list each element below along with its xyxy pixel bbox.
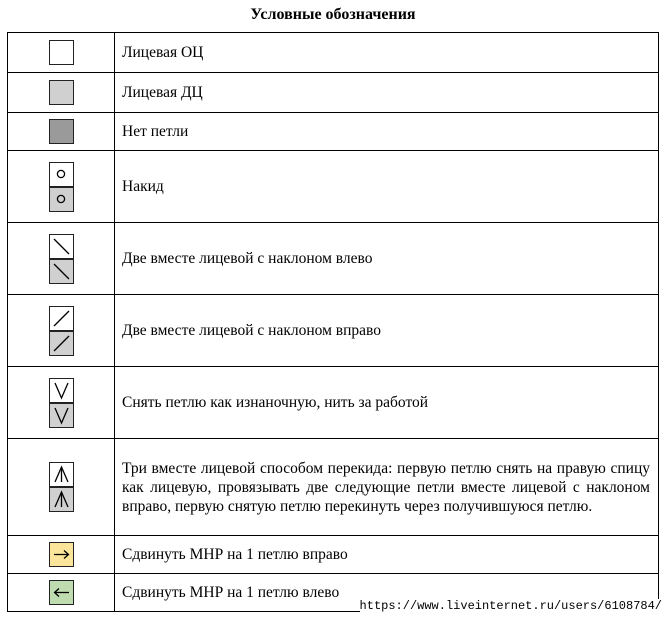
legend-row xyxy=(8,223,659,295)
legend-label: Лицевая ДЦ xyxy=(115,73,659,113)
backslash-icon xyxy=(49,234,74,259)
legend-title: Условные обозначения xyxy=(250,6,416,23)
backslash-icon xyxy=(49,259,74,284)
legend-label: Нет петли xyxy=(115,113,659,151)
legend-row xyxy=(8,33,659,73)
symbol-cell xyxy=(8,439,115,536)
symbol-cell xyxy=(8,574,115,612)
legend-row xyxy=(8,151,659,223)
symbol-cell xyxy=(8,223,115,295)
symbol-cell xyxy=(8,113,115,151)
legend-label: Снять петлю как изнаночную, нить за работой xyxy=(115,367,659,439)
legend-label: Сдвинуть МНР на 1 петлю влево xyxy=(115,574,659,612)
circle-icon xyxy=(49,162,74,187)
empty-square-icon xyxy=(49,80,74,105)
legend-row xyxy=(8,295,659,367)
slash-icon xyxy=(49,306,74,331)
watermark-url: https://www.liveinternet.ru/users/6108784/ xyxy=(359,599,662,613)
symbol-cell xyxy=(8,73,115,113)
legend-label: Две вместе лицевой с наклоном влево xyxy=(115,223,659,295)
symbol-cell xyxy=(8,367,115,439)
circle-icon xyxy=(49,187,74,212)
legend-label: Три вместе лицевой способом перекида: первую петлю снять на правую спицу как лицевую, провязывать две следующие петли вместе лицевой с наклоном вправо, первую снятую петлю перекинуть через получившуюся петлю. xyxy=(115,439,659,536)
symbol-cell xyxy=(8,295,115,367)
v-icon xyxy=(49,378,74,403)
legend-row xyxy=(8,73,659,113)
legend-table xyxy=(7,32,659,612)
legend-label: Накид xyxy=(115,151,659,223)
three-together-icon xyxy=(49,487,74,512)
legend-row xyxy=(8,113,659,151)
symbol-cell xyxy=(8,151,115,223)
legend-label: Две вместе лицевой с наклоном вправо xyxy=(115,295,659,367)
v-icon xyxy=(49,403,74,428)
legend-row xyxy=(8,536,659,574)
empty-square-icon xyxy=(49,40,74,65)
legend-label: Сдвинуть МНР на 1 петлю вправо xyxy=(115,536,659,574)
slash-icon xyxy=(49,331,74,356)
legend-row xyxy=(8,367,659,439)
empty-square-icon xyxy=(49,119,74,144)
arrow-right-icon xyxy=(49,542,74,567)
arrow-left-icon xyxy=(49,580,74,605)
three-together-icon xyxy=(49,462,74,487)
legend-label: Лицевая ОЦ xyxy=(115,33,659,73)
symbol-cell xyxy=(8,33,115,73)
legend-row xyxy=(8,439,659,536)
symbol-cell xyxy=(8,536,115,574)
